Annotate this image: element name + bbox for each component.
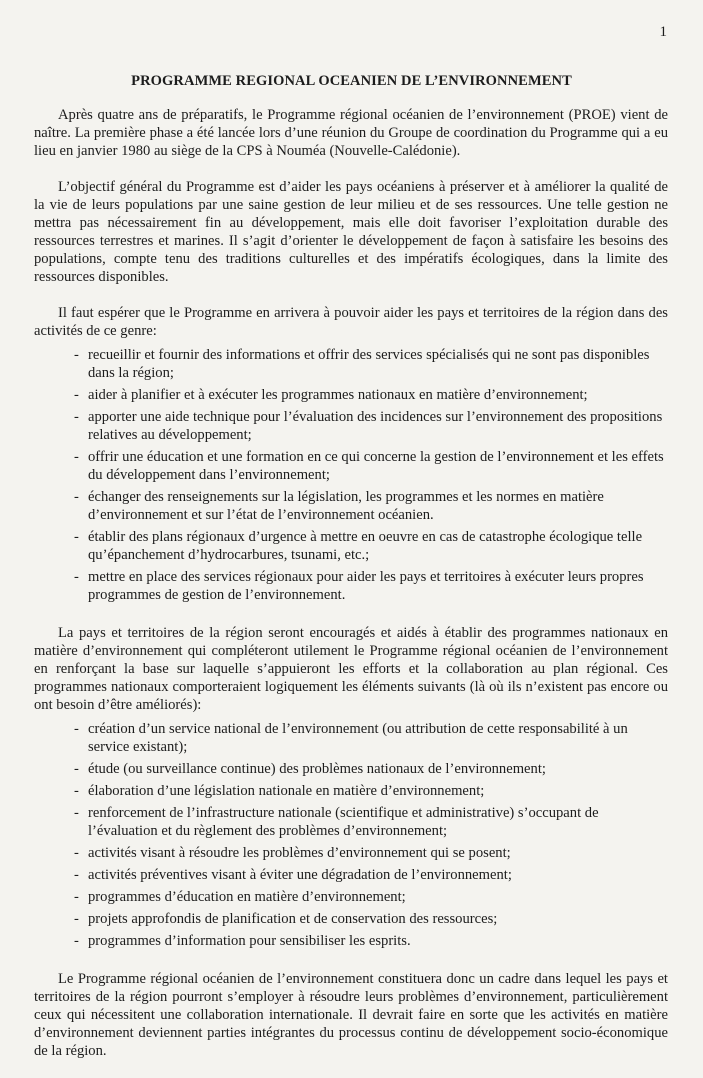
list-item: - mettre en place des services régionaux pour aider les pays et territoires à exécuter leurs propres programmes de gestion de l’environnement. (34, 568, 668, 604)
list-item: - activités préventives visant à éviter une dégradation de l’environnement; (34, 866, 668, 884)
paragraph-intro: Après quatre ans de préparatifs, le Programme régional océanien de l’environnement (PROE) vient de naître. La première phase a été lancée lors d’une réunion du Groupe de coordination du Programme qui a eu lieu en janvier 1980 au siège de la CPS à Nouméa (Nouvelle-Calédonie). (34, 107, 668, 159)
paragraph-activities-intro: Il faut espérer que le Programme en arrivera à pouvoir aider les pays et territoires de la région dans des activités de ce genre: (34, 305, 668, 339)
list-item: - activités visant à résoudre les problèmes d’environnement qui se posent; (34, 844, 668, 862)
document-title: PROGRAMME REGIONAL OCEANIEN DE L’ENVIRONNEMENT (131, 73, 572, 89)
list-item: - création d’un service national de l’environnement (ou attribution de cette responsabilité à un service existant); (34, 720, 668, 756)
list-item: - recueillir et fournir des informations et offrir des services spécialisés qui ne sont pas disponibles dans la région; (34, 346, 668, 382)
paragraph-objective: L’objectif général du Programme est d’aider les pays océaniens à préserver et à améliorer la qualité de la vie de leurs populations par une saine gestion de leur milieu et de ses ressources. Une telle gestion ne mettra pas nécessairement fin au développement, mais elle doit favoriser l’exploitation durable des ressources terrestres et marines. Il s’agit d’orienter le développement de façon à satisfaire les besoins des populations, compte tenu des traditions culturelles et des impératifs écologiques, dans la limite des ressources disponibles. (34, 179, 668, 285)
list-item: - élaboration d’une législation nationale en matière d’environnement; (34, 782, 668, 800)
page-number: 1 (659, 24, 667, 40)
elements-list (34, 720, 668, 950)
list-item: - offrir une éducation et une formation en ce qui concerne la gestion de l’environnement et les effets du développement dans l’environnement; (34, 448, 668, 484)
activities-list (34, 346, 668, 604)
list-item: - aider à planifier et à exécuter les programmes nationaux en matière d’environnement; (34, 386, 668, 404)
paragraph-national-programmes: La pays et territoires de la région seront encouragés et aidés à établir des programmes nationaux en matière d’environnement qui compléteront utilement le Programme régional océanien de l’environnement en renforçant la base sur laquelle s’appuieront les efforts et la collaboration au plan régional. Ces programmes nationaux comporteraient logiquement les éléments suivants (là où ils n’existent pas encore ou ont besoin d’être améliorés): (34, 625, 668, 713)
list-item: - renforcement de l’infrastructure nationale (scientifique et administrative) s’occupant de l’évaluation et du règlement des problèmes d’environnement; (34, 804, 668, 840)
list-item: - projets approfondis de planification et de conservation des ressources; (34, 910, 668, 928)
paragraph-conclusion: Le Programme régional océanien de l’environnement constituera donc un cadre dans lequel les pays et territoires de la région pourront s’employer à résoudre leurs problèmes d’environnement, particulièrement ceux qui nécessitent une collaboration internationale. Il devrait faire en sorte que les activités en matière d’environnement deviennent parties intégrantes du processus continu de développement socio-économique de la région. (34, 971, 668, 1059)
list-item: - échanger des renseignements sur la législation, les programmes et les normes en matière d’environnement et sur l’état de l’environnement océanien. (34, 488, 668, 524)
list-item: - apporter une aide technique pour l’évaluation des incidences sur l’environnement des propositions relatives au développement; (34, 408, 668, 444)
document-body (34, 106, 668, 1078)
list-item: - établir des plans régionaux d’urgence à mettre en oeuvre en cas de catastrophe écologique telle qu’épanchement d’hydrocarbures, tsunami, etc.; (34, 528, 668, 564)
list-item: - étude (ou surveillance continue) des problèmes nationaux de l’environnement; (34, 760, 668, 778)
list-item: - programmes d’éducation en matière d’environnement; (34, 888, 668, 906)
list-item: - programmes d’information pour sensibiliser les esprits. (34, 932, 668, 950)
